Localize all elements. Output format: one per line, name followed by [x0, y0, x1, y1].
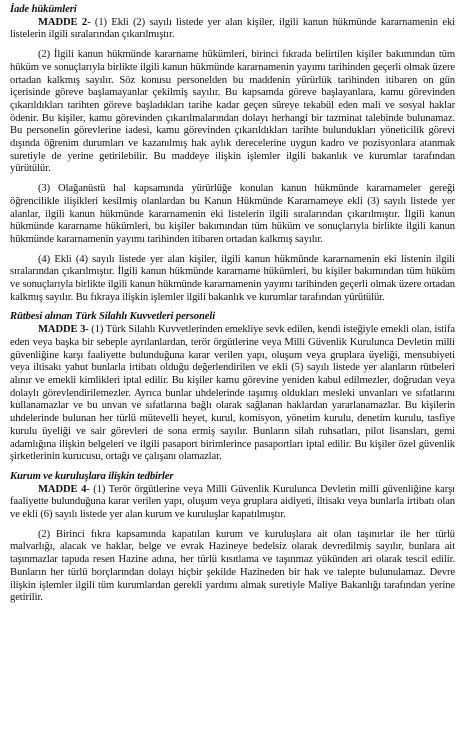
- paragraph: [10, 324, 455, 464]
- document-body: [10, 4, 455, 605]
- section-heading: İade hükümleri: [10, 4, 77, 15]
- paragraph-text: (1) Terör örgütlerine veya Milli Güvenlik Kurulunca Devletin milli güvenliğine karşı faaliyette bulunduğuna karar verilen yapı, oluşum veya gruplara aidiyeti, iltisakı veya bunlarla irtibatı olan ve ekli (6) sayılı listede yer alan kurum ve kuruluşlar kapatılmıştır.: [10, 483, 455, 521]
- paragraph: [10, 17, 455, 42]
- section-heading: Kurum ve kuruluşlara ilişkin tedbirler: [10, 470, 174, 482]
- paragraph: (4) Ekli (4) sayılı listede yer alan kişiler, ilgili kanun hükmünde kararnamenin eki listenin ilgili sıralarından çıkarılmıştır. İlgili kanun hükmünde kararname hükümleri, bu kişiler bakımından tüm hüküm ve sonuçlarıyla birlikte ilgili kanun hükmünde kararnamenin yayımı tarihinden geçerli olmak üzere ortadan kalkmış sayılır. Bu fıkraya ilişkin işlemler ilgili bakanlık ve kurumlar tarafından yürütülür.: [10, 253, 455, 303]
- paragraph-text: (1) Türk Silahlı Kuvvetlerinden emekliye sevk edilen, kendi isteğiyle emekli olan, istifa eden veya başka bir sebeple ayrılanlardan, terör örgütlerine veya Milli Güvenlik Kurulunca Devletin milli güvenliğine karşı faaliyette bulunduğuna karar verilen yapı, oluşum veya gruplara üyeliği, mensubiyeti veya iltisakı yahut bunlarla irtibatı olduğu değerlendirilen ve ekli (5) sayılı listede yer alanların rütbeleri alınır ve emekli kimlikleri iptal edilir. Bu kişiler kamu görevine yeniden kabul edilmezler, doğrudan veya dolaylı görevlendirilemezler. Ayrıca bunlar uhdelerinde taşımış oldukları mesleki unvanları ve sıfatlarını kullanamazlar ve bu unvan ve sıfatlarına bağlı olarak sağlanan haklardan yararlanamazlar. Bu kişilerin uhdelerinde bulunan her türlü mütevelli heyet, kurul, komisyon, yönetim kurulu, denetim kurulu, tasfiye kurulu üyeliği ve sair görevleri de sona ermiş sayılır. Bunların silah ruhsatları, pilot lisansları, gemi adamlığına ilişkin belgeleri ve ilgili pasaport birimlerince pasaportları iptal edilir. Bu kişiler özel güvenlik şirketlerinin kurucusu, ortağı ve çalışanı olamazlar.: [10, 324, 455, 463]
- section-heading: Rütbesi alınan Türk Silahlı Kuvvetleri personeli: [10, 311, 216, 323]
- paragraph: [10, 484, 455, 522]
- article-label: MADDE 2-: [38, 16, 91, 28]
- article-label: MADDE 3-: [38, 324, 89, 336]
- paragraph: (2) İlgili kanun hükmünde kararname hükümleri, birinci fıkrada belirtilen kişiler bakımından tüm hüküm ve sonuçlarıyla birlikte ilgili kanun hükmünde kararnamenin yayımı tarihinden geçerli olmak üzere ortadan kalkmış sayılır. Söz konusu personelden bu maddenin yürürlük tarihinden itibaren on gün içerisinde göreve başlamayanlar çekilmiş sayılır. Bu kapsamda göreve başlayanlara, kamu görevinden çıkarıldıkları tarihten göreve başladıkları tarihe kadar geçen süreye tekabül eden mali ve sosyal haklar ödenir. Bu kişiler, kamu görevinden çıkarılmalarından dolayı herhangi bir tazminat talebinde bulunamaz. Bu personelin görevlerine iadesi, kamu görevinden çıkarıldıkları tarihte bulundukları yöneticilik görevi dışında öğrenim durumları ve kazanılmış hak aylık derecelerine uygun kadro ve pozisyonlara atanmak suretiyle de yerine getirilebilir. Bu maddeye ilişkin işlemler ilgili bakanlık ve kurumlar tarafından yürütülür.: [10, 49, 455, 175]
- paragraph: (2) Birinci fıkra kapsamında kapatılan kurum ve kuruluşlara ait olan taşınırlar ile her türlü malvarlığı, alacak ve haklar, belge ve evrak Hazineye bedelsiz olarak devredilmiş sayılır, bunlara ait taşınmazlar tapuda resen Hazine adına, her türlü kısıtlama ve taşınmaz yükünden ari olarak tescil edilir. Bunların her türlü borçlarından dolayı hiçbir şekilde Hazineden bir hak ve talepte bulunulamaz. Devre ilişkin işlemler ilgili tüm kurumlardan gerekli yardımı almak suretiyle Maliye Bakanlığı tarafından yerine getirilir.: [10, 528, 455, 604]
- paragraph-text: (1) Ekli (2) sayılı listede yer alan kişiler, ilgili kanun hükmünde kararnamenin eki listelerin ilgili sıralarından çıkarılmıştır.: [10, 16, 455, 41]
- paragraph: (3) Olağanüstü hal kapsamında yürürlüğe konulan kanun hükmünde kararnameler gereği öğrencilikle ilişikleri kesilmiş olanlardan bu Kanun Hükmünde Kararnameye ekli (3) sayılı listede yer alanlar, ilgili kanun hükmünde kararnamenin eki listelerin ilgili sıralarından çıkarılmıştır. İlgili kanun hükmünde kararname hükümleri, bu kişiler bakımından tüm hüküm ve sonuçlarıyla birlikte ilgili kanun hükmünde kararnamenin yayımı tarihinden itibaren ortadan kalkmış sayılır.: [10, 183, 455, 245]
- article-label: MADDE 4-: [38, 483, 90, 495]
